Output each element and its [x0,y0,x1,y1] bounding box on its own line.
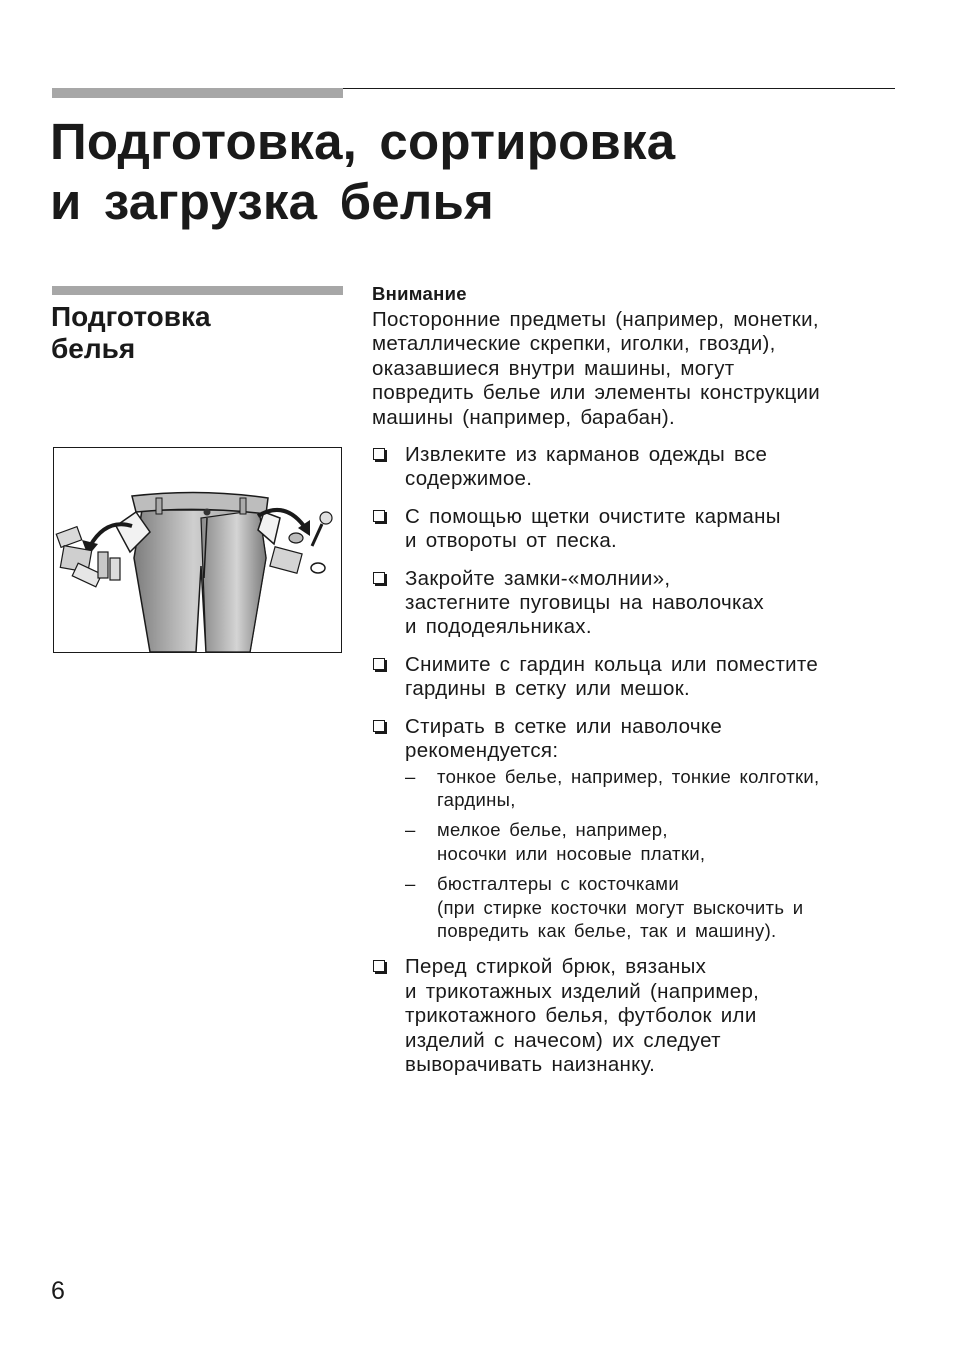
sub-line: бюстгалтеры с косточками [437,873,679,895]
warning-text [372,308,902,430]
step-line: и пододеяльниках. [405,615,592,639]
warning-title: Внимание [372,283,467,304]
checkbox-icon [373,960,385,972]
checkbox-icon [373,720,385,732]
page-title-line: Подготовка, сортировка [50,113,676,170]
step-line: рекомендуется: [405,739,559,763]
page-title-line: и загрузка белья [50,173,494,230]
dash-marker: – [405,765,416,787]
step-line: Извлеките из карманов одежды все [405,443,768,467]
section-rule [52,286,343,295]
dash-marker: – [405,873,416,895]
top-rule-accent [52,88,343,98]
step-line: С помощью щетки очистите карманы [405,504,781,528]
content-column [372,283,902,1090]
section-title [51,301,341,365]
sub-line: (при стирке косточки могут выскочить и [437,896,804,918]
step-line: содержимое. [405,467,533,491]
checkbox-icon [373,572,385,584]
trousers-pockets-illustration [53,447,342,653]
step-item [372,443,902,492]
step-line: Снимите с гардин кольца или поместите [405,652,819,676]
checkbox-icon [373,448,385,460]
step-line: и трикотажных изделий (например, [405,979,760,1003]
sub-line: тонкое белье, например, тонкие колготки, [437,765,820,787]
sub-line: гардины, [437,788,516,810]
step-line: Перед стиркой брюк, вязаных [405,955,707,979]
dash-marker: – [405,819,416,841]
step-line: Стирать в сетке или наволочке [405,714,723,738]
step-item [372,567,902,640]
sub-list [405,765,902,943]
step-line: трикотажного белья, футболок или [405,1004,757,1028]
step-line: и отвороты от песка. [405,529,618,553]
page-number: 6 [51,1277,65,1305]
sub-line: мелкое белье, например, [437,819,668,841]
section-title-line: белья [51,333,136,364]
step-line: застегните пуговицы на наволочках [405,591,764,615]
sub-item [405,818,902,865]
checkbox-icon [373,658,385,670]
checkbox-icon [373,510,385,522]
sub-line: носочки или носовые платки, [437,842,706,864]
page-title [50,112,910,232]
warning-line: оказавшиеся внутри машины, могут [372,356,735,380]
step-line: изделий с начесом) их следует [405,1028,721,1052]
section-title-line: Подготовка [51,301,211,332]
warning-line: Посторонние предметы (например, монетки, [372,308,819,331]
warning-line: машины (например, барабан). [372,405,676,429]
trousers-pockets-emptied-icon [54,448,341,652]
step-item [372,505,902,554]
sub-line: повредить как белье, так и машину). [437,919,777,941]
step-line: выворачивать наизнанку. [405,1052,656,1076]
warning-line: повредить белье или элементы конструкции [372,381,821,405]
warning-line: металлические скрепки, иголки, гвозди), [372,332,776,356]
steps-list [372,443,902,1077]
step-item [372,955,902,1077]
step-line: Закройте замки-«молнии», [405,566,671,590]
step-line: гардины в сетку или мешок. [405,677,690,701]
sub-item [405,872,902,942]
step-item [372,653,902,702]
step-item [372,715,902,943]
sub-item [405,765,902,812]
